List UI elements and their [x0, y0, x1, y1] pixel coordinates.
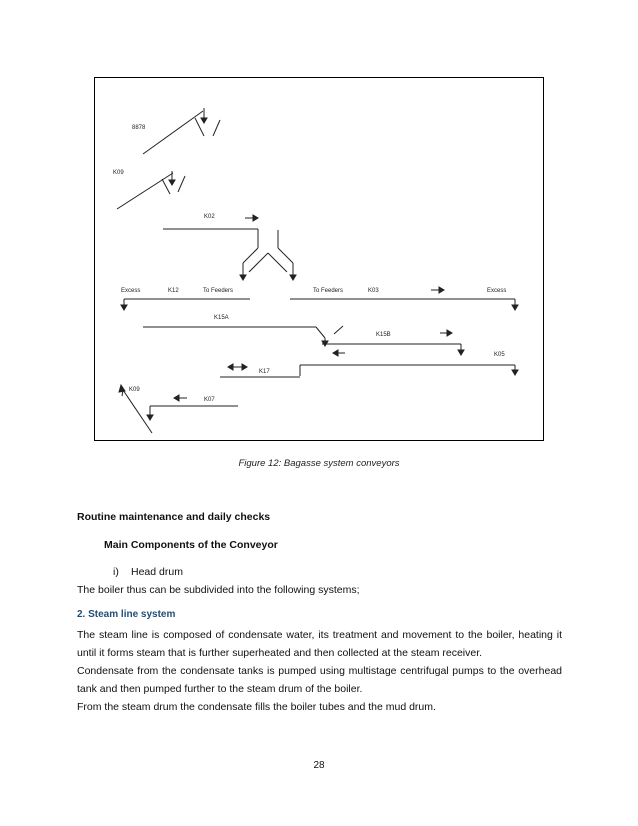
paragraph-2: Condensate from the condensate tanks is pumped using multistage centrifugal pumps to the overhead tank and then pumped further to the steam drum of the boiler.: [77, 665, 562, 695]
conveyor-8878: [143, 111, 203, 154]
page-number: 28: [313, 760, 325, 771]
section-subheading: Main Components of the Conveyor: [104, 539, 278, 551]
label-k17: K17: [259, 369, 270, 375]
label-to-feeders-right: To Feeders: [313, 288, 344, 294]
label-k15a: K15A: [214, 315, 229, 321]
section-heading: Routine maintenance and daily checks: [77, 511, 271, 523]
label-k05: K05: [494, 352, 505, 358]
conveyor-k09-top: [117, 173, 173, 209]
paragraph-1: The steam line is composed of condensate water, its treatment and movement to the boiler, heating it until it forms steam that is further superheated and then collected at the steam receiver.: [77, 629, 562, 659]
figure-frame: [94, 77, 544, 441]
label-k03: K03: [368, 288, 379, 294]
label-k09-bottom: K09: [129, 387, 140, 393]
intro-text: The boiler thus can be subdivided into the following systems;: [77, 584, 360, 596]
label-k12: K12: [168, 288, 179, 294]
conveyor-k09-bottom: [123, 390, 152, 433]
body-text: [77, 626, 562, 716]
label-k15b: K15B: [376, 332, 391, 338]
label-8878: 8878: [132, 125, 146, 131]
conveyor-diagram: [95, 78, 545, 442]
steam-line-heading: 2. Steam line system: [77, 609, 176, 620]
label-to-feeders-left: To Feeders: [203, 288, 234, 294]
paragraph-3: From the steam drum the condensate fills the boiler tubes and the mud drum.: [77, 701, 436, 713]
label-k02: K02: [204, 214, 215, 220]
list-item-text: Head drum: [131, 566, 183, 578]
label-excess-right: Excess: [487, 288, 507, 294]
figure-caption: Figure 12: Bagasse system conveyors: [238, 458, 400, 469]
label-excess-left: Excess: [121, 288, 141, 294]
label-k09-top: K09: [113, 170, 124, 176]
label-k07: K07: [204, 397, 215, 403]
list-item-marker: i): [113, 566, 119, 578]
